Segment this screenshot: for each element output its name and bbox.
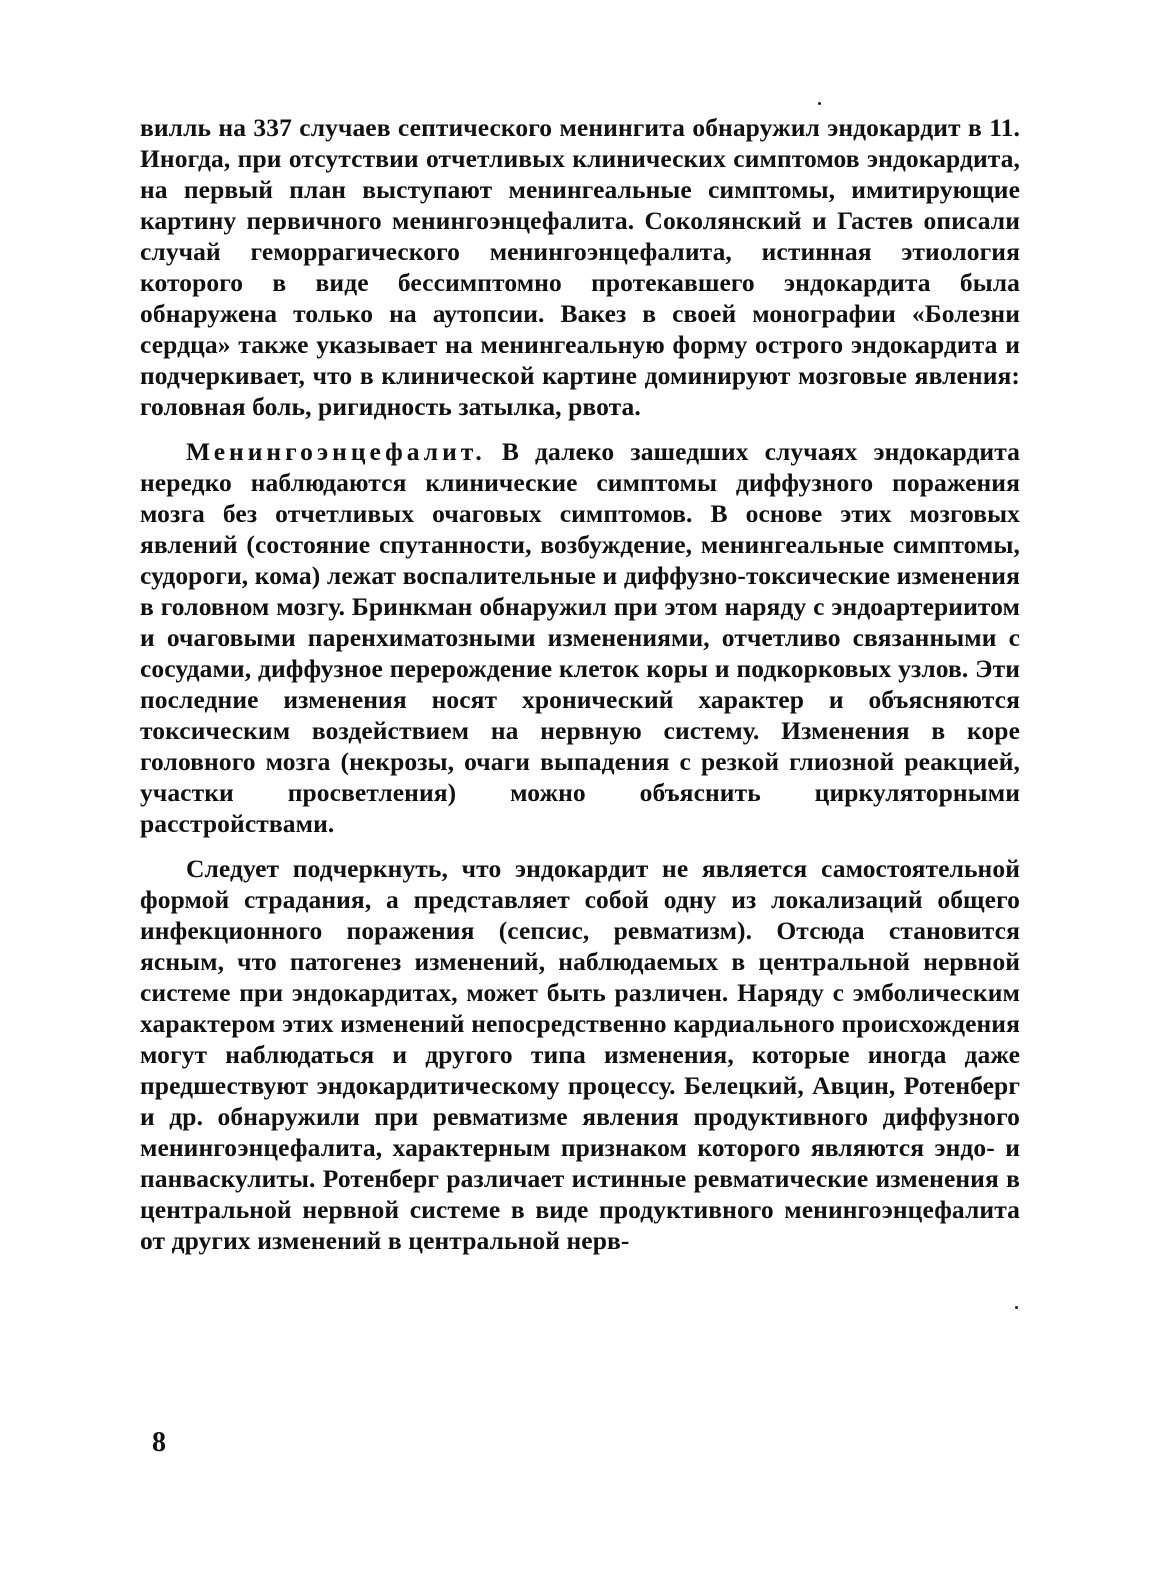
paragraph-2-text: В далеко зашедших случаях эндокардита нередко наблюдаются клинические симптомы диффузного поражения мозга без отчетливых очаговых симптомов. В основе этих мозговых явлений (состояние спутанности, возбуждение, менингеальные симптомы, судороги, кома) лежат воспалительные и диффузно-токсические изменения в головном мозгу. Бринкман обнаружил при этом наряду с эндоартериитом и очаговыми паренхиматозными изменениями, отчетливо связанными с сосудами, диффузное перерождение клеток коры и подкорковых узлов. Эти последние изменения носят хронический характер и объясняются токсическим воздействием на нервную систему. Изменения в коре головного мозга (некрозы, очаги выпадения с резкой глиозной реакцией, участки просветления) можно объяснить циркуляторными расстройствами. — [140, 437, 1020, 838]
page-body — [140, 112, 1020, 1256]
paragraph-1: вилль на 337 случаев септического менингита обнаружил эндокардит в 11. Иногда, при отсутствии отчетливых клинических симптомов эндокардита, на первый план выступают менингеальные симптомы, имитирующие картину первичного менингоэнцефалита. Соколянский и Гастев описали случай геморрагического менингоэнцефалита, истинная этиология которого в виде бессимптомно протекавшего эндокардита была обнаружена только на аутопсии. Вакез в своей монографии «Болезни сердца» также указывает на менингеальную форму острого эндокардита и подчеркивает, что в клинической картине доминируют мозговые явления: головная боль, ригидность затылка, рвота. — [140, 113, 1020, 421]
page-number: 8 — [152, 1427, 166, 1458]
paragraph-2 — [140, 436, 1020, 839]
section-heading-meningoencephalitis: Менингоэнцефалит. — [186, 437, 486, 466]
scan-speck — [818, 102, 821, 105]
scan-speck — [1015, 1306, 1018, 1309]
paragraph-3: Следует подчеркнуть, что эндокардит не является самостоятельной формой страдания, а представляет собой одну из локализаций общего инфекционного поражения (сепсис, ревматизм). Отсюда становится ясным, что патогенез изменений, наблюдаемых в центральной нервной системе при эндокардитах, может быть различен. Наряду с эмболическим характером этих изменений непосредственно кардиального происхождения могут наблюдаться и другого типа изменения, которые иногда даже предшествуют эндокардитическому процессу. Белецкий, Авцин, Ротенберг и др. обнаружили при ревматизме явления продуктивного диффузного менингоэнцефалита, характерным признаком которого являются эндо- и панваскулиты. Ротенберг различает истинные ревматические изменения в центральной нервной системе в виде продуктивного менингоэнцефалита от других изменений в центральной нерв- — [140, 854, 1020, 1255]
